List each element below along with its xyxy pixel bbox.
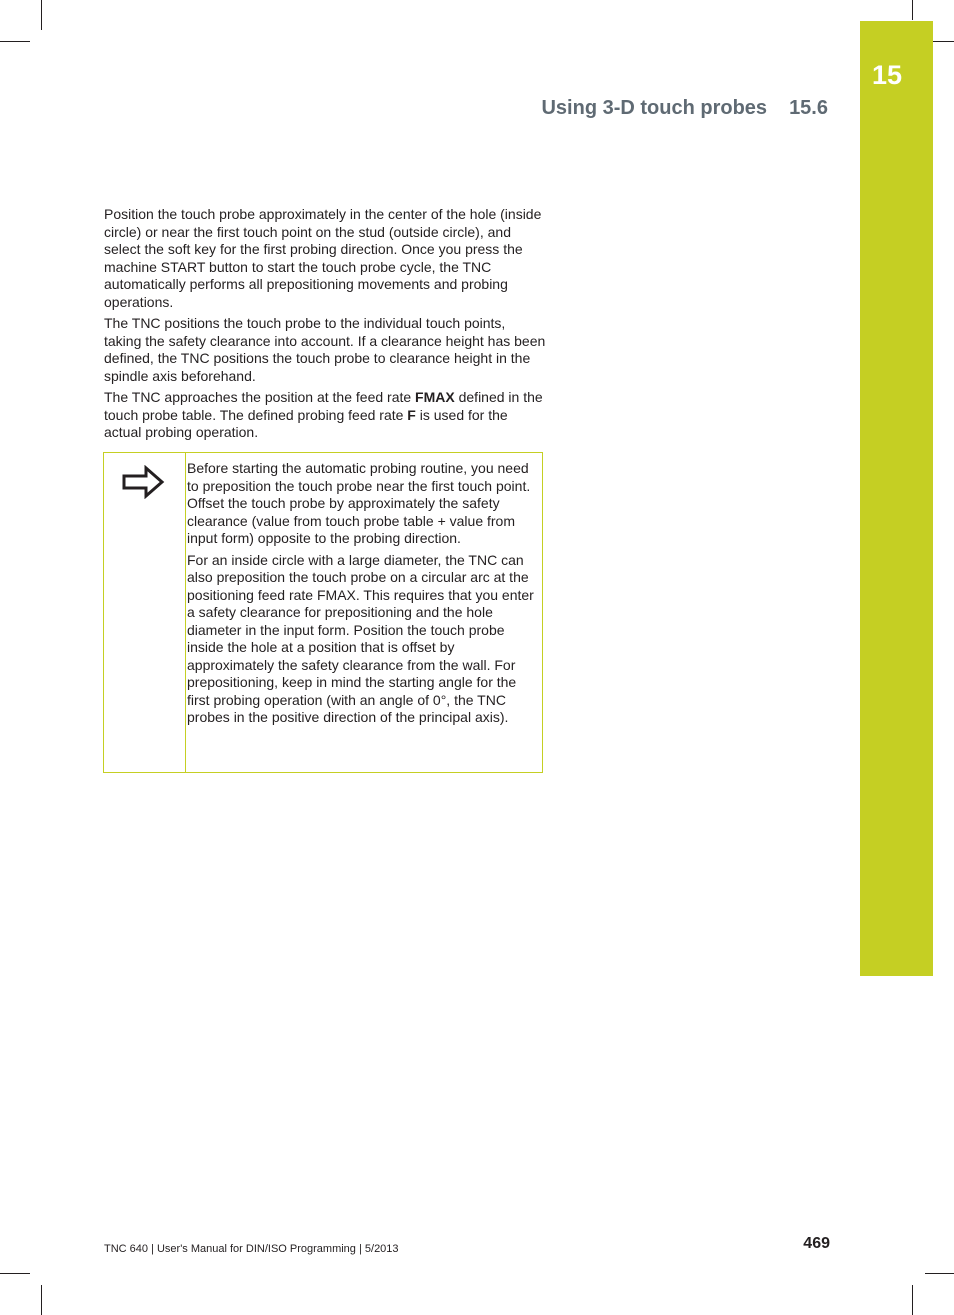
note-box [103, 452, 543, 773]
f-keyword: F [407, 406, 416, 423]
crop-mark [0, 41, 30, 42]
text-run: The TNC approaches the position at the feed rate [104, 389, 416, 405]
fmax-keyword: FMAX [415, 389, 455, 405]
running-header [541, 97, 828, 120]
crop-mark [41, 0, 42, 30]
paragraph [104, 389, 546, 442]
crop-mark [41, 1285, 42, 1315]
page-number: 469 [803, 1235, 830, 1252]
note-divider [185, 453, 186, 772]
crop-mark [912, 1285, 913, 1315]
chapter-tab [860, 21, 933, 976]
note-paragraph: Before starting the automatic probing routine, you need to preposition the touch probe near the first touch point. Offset the touch probe by approximately the safety clearance (value from touch probe table + value from input form) opposite to the probing direction. [187, 460, 531, 546]
note-text [187, 460, 537, 731]
body-text [104, 206, 546, 446]
paragraph: Position the touch probe approximately in the center of the hole (inside circle) or near the first touch point on the stud (outside circle), and select the soft key for the first probing direction. Once you press the machine START button to start the touch probe cycle, the TNC automatically performs all prepositioning movements and probing operations. [104, 206, 542, 310]
note-paragraph: For an inside circle with a large diameter, the TNC can also preposition the touch probe on a circular arc at the positioning feed rate FMAX. This requires that you enter a safety clearance for prepositioning and the hole diameter in the input form. Position the touch probe inside the hole at a position that is offset by approximately the safety clearance from the wall. For prepositioning, keep in mind the starting angle for the first probing operation (with an angle of 0°, the TNC probes in the positive direction of the principal axis). [187, 551, 534, 725]
paragraph: The TNC positions the touch probe to the individual touch points, taking the safety clearance into account. If a clearance height has been defined, the TNC positions the touch probe to clearance height in the spindle axis beforehand. [104, 315, 546, 384]
crop-mark [0, 1273, 30, 1274]
header-title: Using 3-D touch probes [541, 97, 768, 119]
header-section: 15.6 [789, 97, 828, 119]
text-run: is used for the actual probing operation. [104, 406, 508, 440]
text-run: defined in the touch probe table. The defined probing feed rate [104, 389, 543, 423]
chapter-number: 15 [872, 60, 903, 90]
crop-mark [925, 1273, 954, 1274]
footer-text: TNC 640 | User's Manual for DIN/ISO Programming | 5/2013 [104, 1243, 399, 1255]
crop-mark [912, 0, 913, 20]
arrow-right-icon [121, 465, 165, 499]
